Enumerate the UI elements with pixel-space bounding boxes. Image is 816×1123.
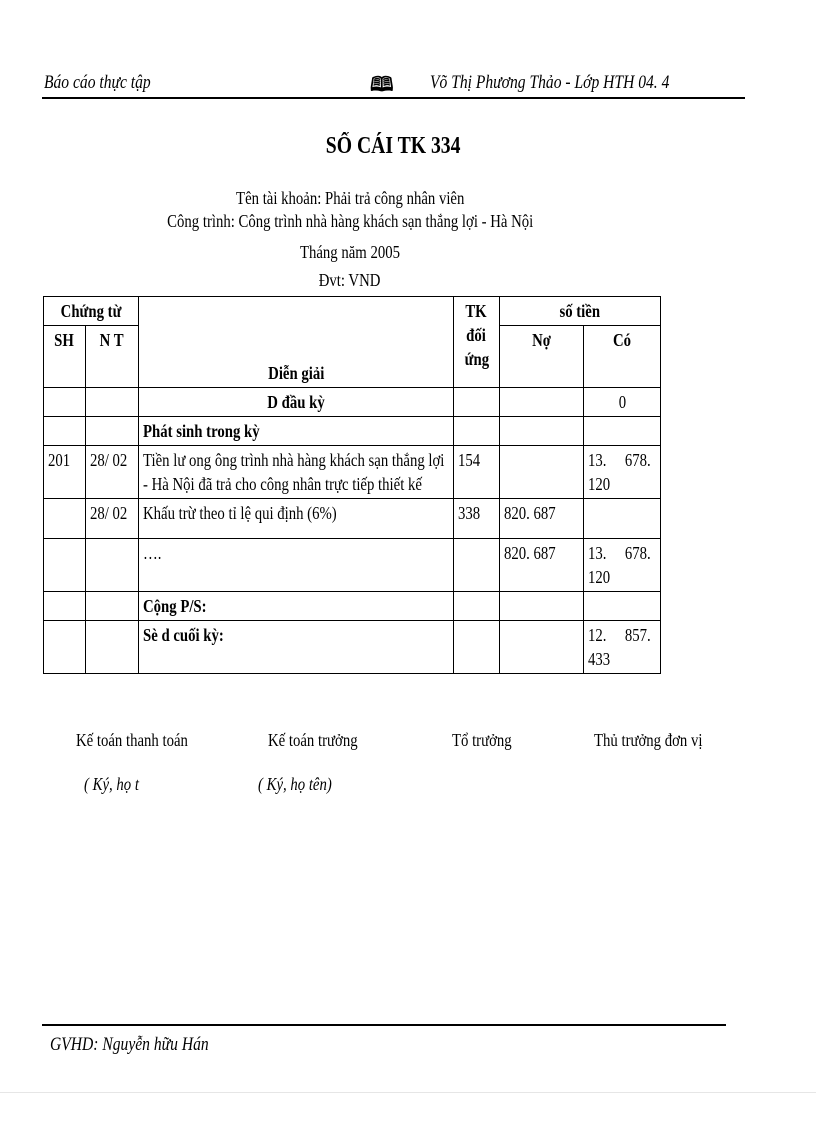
footer-divider	[42, 1024, 726, 1026]
cell-nt	[86, 539, 139, 592]
cell-nt	[86, 388, 139, 417]
cell-co	[584, 499, 661, 539]
document-title: SỔ CÁI TK 334	[325, 133, 461, 159]
page-edge	[0, 1092, 816, 1093]
signature-note-1: ( Ký, họ t	[84, 774, 139, 794]
header-nt: N T	[86, 326, 139, 388]
table-row	[44, 446, 661, 499]
cell-tk: 154	[454, 446, 500, 499]
header-tk-line2: đối	[466, 325, 487, 345]
cell-sh	[44, 621, 86, 674]
cell-sh	[44, 592, 86, 621]
cell-co-text: 12. 857. 433	[588, 625, 655, 669]
cell-desc: Phát sinh trong kỳ	[139, 417, 454, 446]
cell-co	[584, 539, 661, 592]
header-tk-line1: TK	[465, 301, 488, 321]
currency-unit: Đvt: VND	[319, 270, 381, 290]
cell-sh	[44, 388, 86, 417]
table-row	[44, 539, 661, 592]
signature-note-2: ( Ký, họ tên)	[258, 774, 332, 794]
project-name: Công trình: Công trình nhà hàng khách sạn thắng lợi - Hà Nội	[166, 211, 534, 231]
header-no: Nợ	[500, 326, 584, 388]
cell-no	[500, 592, 584, 621]
cell-co	[584, 592, 661, 621]
cell-desc: ….	[139, 539, 454, 592]
cell-desc	[139, 446, 454, 499]
cell-desc: Khấu trừ theo tỉ lệ qui định (6%)	[139, 499, 454, 539]
cell-no: 820. 687	[500, 499, 584, 539]
cell-desc: D đầu kỳ	[139, 388, 454, 417]
table-row	[44, 499, 661, 539]
cell-tk	[454, 592, 500, 621]
footer-supervisor: GVHD: Nguyễn hữu Hán	[50, 1034, 209, 1055]
cell-sh	[44, 417, 86, 446]
cell-no: 820. 687	[500, 539, 584, 592]
period: Tháng năm 2005	[299, 242, 401, 262]
ledger-table	[43, 296, 661, 674]
cell-nt: 28/ 02	[86, 446, 139, 499]
cell-nt	[86, 417, 139, 446]
signature-accountant-payment: Kế toán thanh toán	[76, 730, 188, 750]
header-tk-doi-ung	[454, 297, 500, 388]
cell-desc: Sè d cuối kỳ:	[139, 621, 454, 674]
account-name: Tên tài khoản: Phải trả công nhân viên	[235, 188, 465, 208]
cell-tk: 338	[454, 499, 500, 539]
cell-co-text: 13. 678. 120	[588, 450, 655, 494]
report-header-left: Báo cáo thực tập	[44, 72, 151, 93]
cell-nt: 28/ 02	[86, 499, 139, 539]
cell-nt	[86, 621, 139, 674]
cell-no	[500, 446, 584, 499]
cell-tk	[454, 621, 500, 674]
table-row	[44, 592, 661, 621]
header-tk-line3: ứng	[464, 349, 489, 369]
cell-co	[584, 621, 661, 674]
cell-tk	[454, 539, 500, 592]
cell-sh	[44, 499, 86, 539]
table-row	[44, 621, 661, 674]
header-dien-giai: Diễn giải	[139, 297, 454, 388]
cell-co	[584, 446, 661, 499]
cell-tk	[454, 417, 500, 446]
signature-chief-accountant: Kế toán trưởng	[268, 730, 358, 750]
cell-sh: 201	[44, 446, 86, 499]
header-co: Có	[584, 326, 661, 388]
cell-tk	[454, 388, 500, 417]
cell-co	[584, 417, 661, 446]
cell-no	[500, 417, 584, 446]
cell-no	[500, 388, 584, 417]
cell-no	[500, 621, 584, 674]
cell-co: 0	[584, 388, 661, 417]
header-so-tien: số tiền	[500, 297, 661, 326]
header-divider	[42, 97, 745, 99]
table-header-row-1	[44, 297, 661, 326]
cell-sh	[44, 539, 86, 592]
report-header-right: Võ Thị Phương Thảo - Lớp HTH 04. 4	[430, 72, 670, 93]
signature-unit-head: Thủ trưởng đơn vị	[594, 730, 703, 750]
cell-co-text: 13. 678. 120	[588, 543, 655, 587]
cell-desc: Cộng P/S:	[139, 592, 454, 621]
table-row	[44, 388, 661, 417]
header-sh: SH	[44, 326, 86, 388]
signature-team-leader: Tổ trưởng	[452, 730, 512, 750]
cell-nt	[86, 592, 139, 621]
table-row	[44, 417, 661, 446]
cell-desc-text: Tiền lư ong ông trình nhà hàng khách sạn thắng lợi - Hà Nội đã trả cho công nhân trực tiếp thiết kế	[143, 450, 445, 494]
header-chung-tu: Chứng từ	[44, 297, 139, 326]
book-icon: 🕮	[370, 74, 394, 96]
